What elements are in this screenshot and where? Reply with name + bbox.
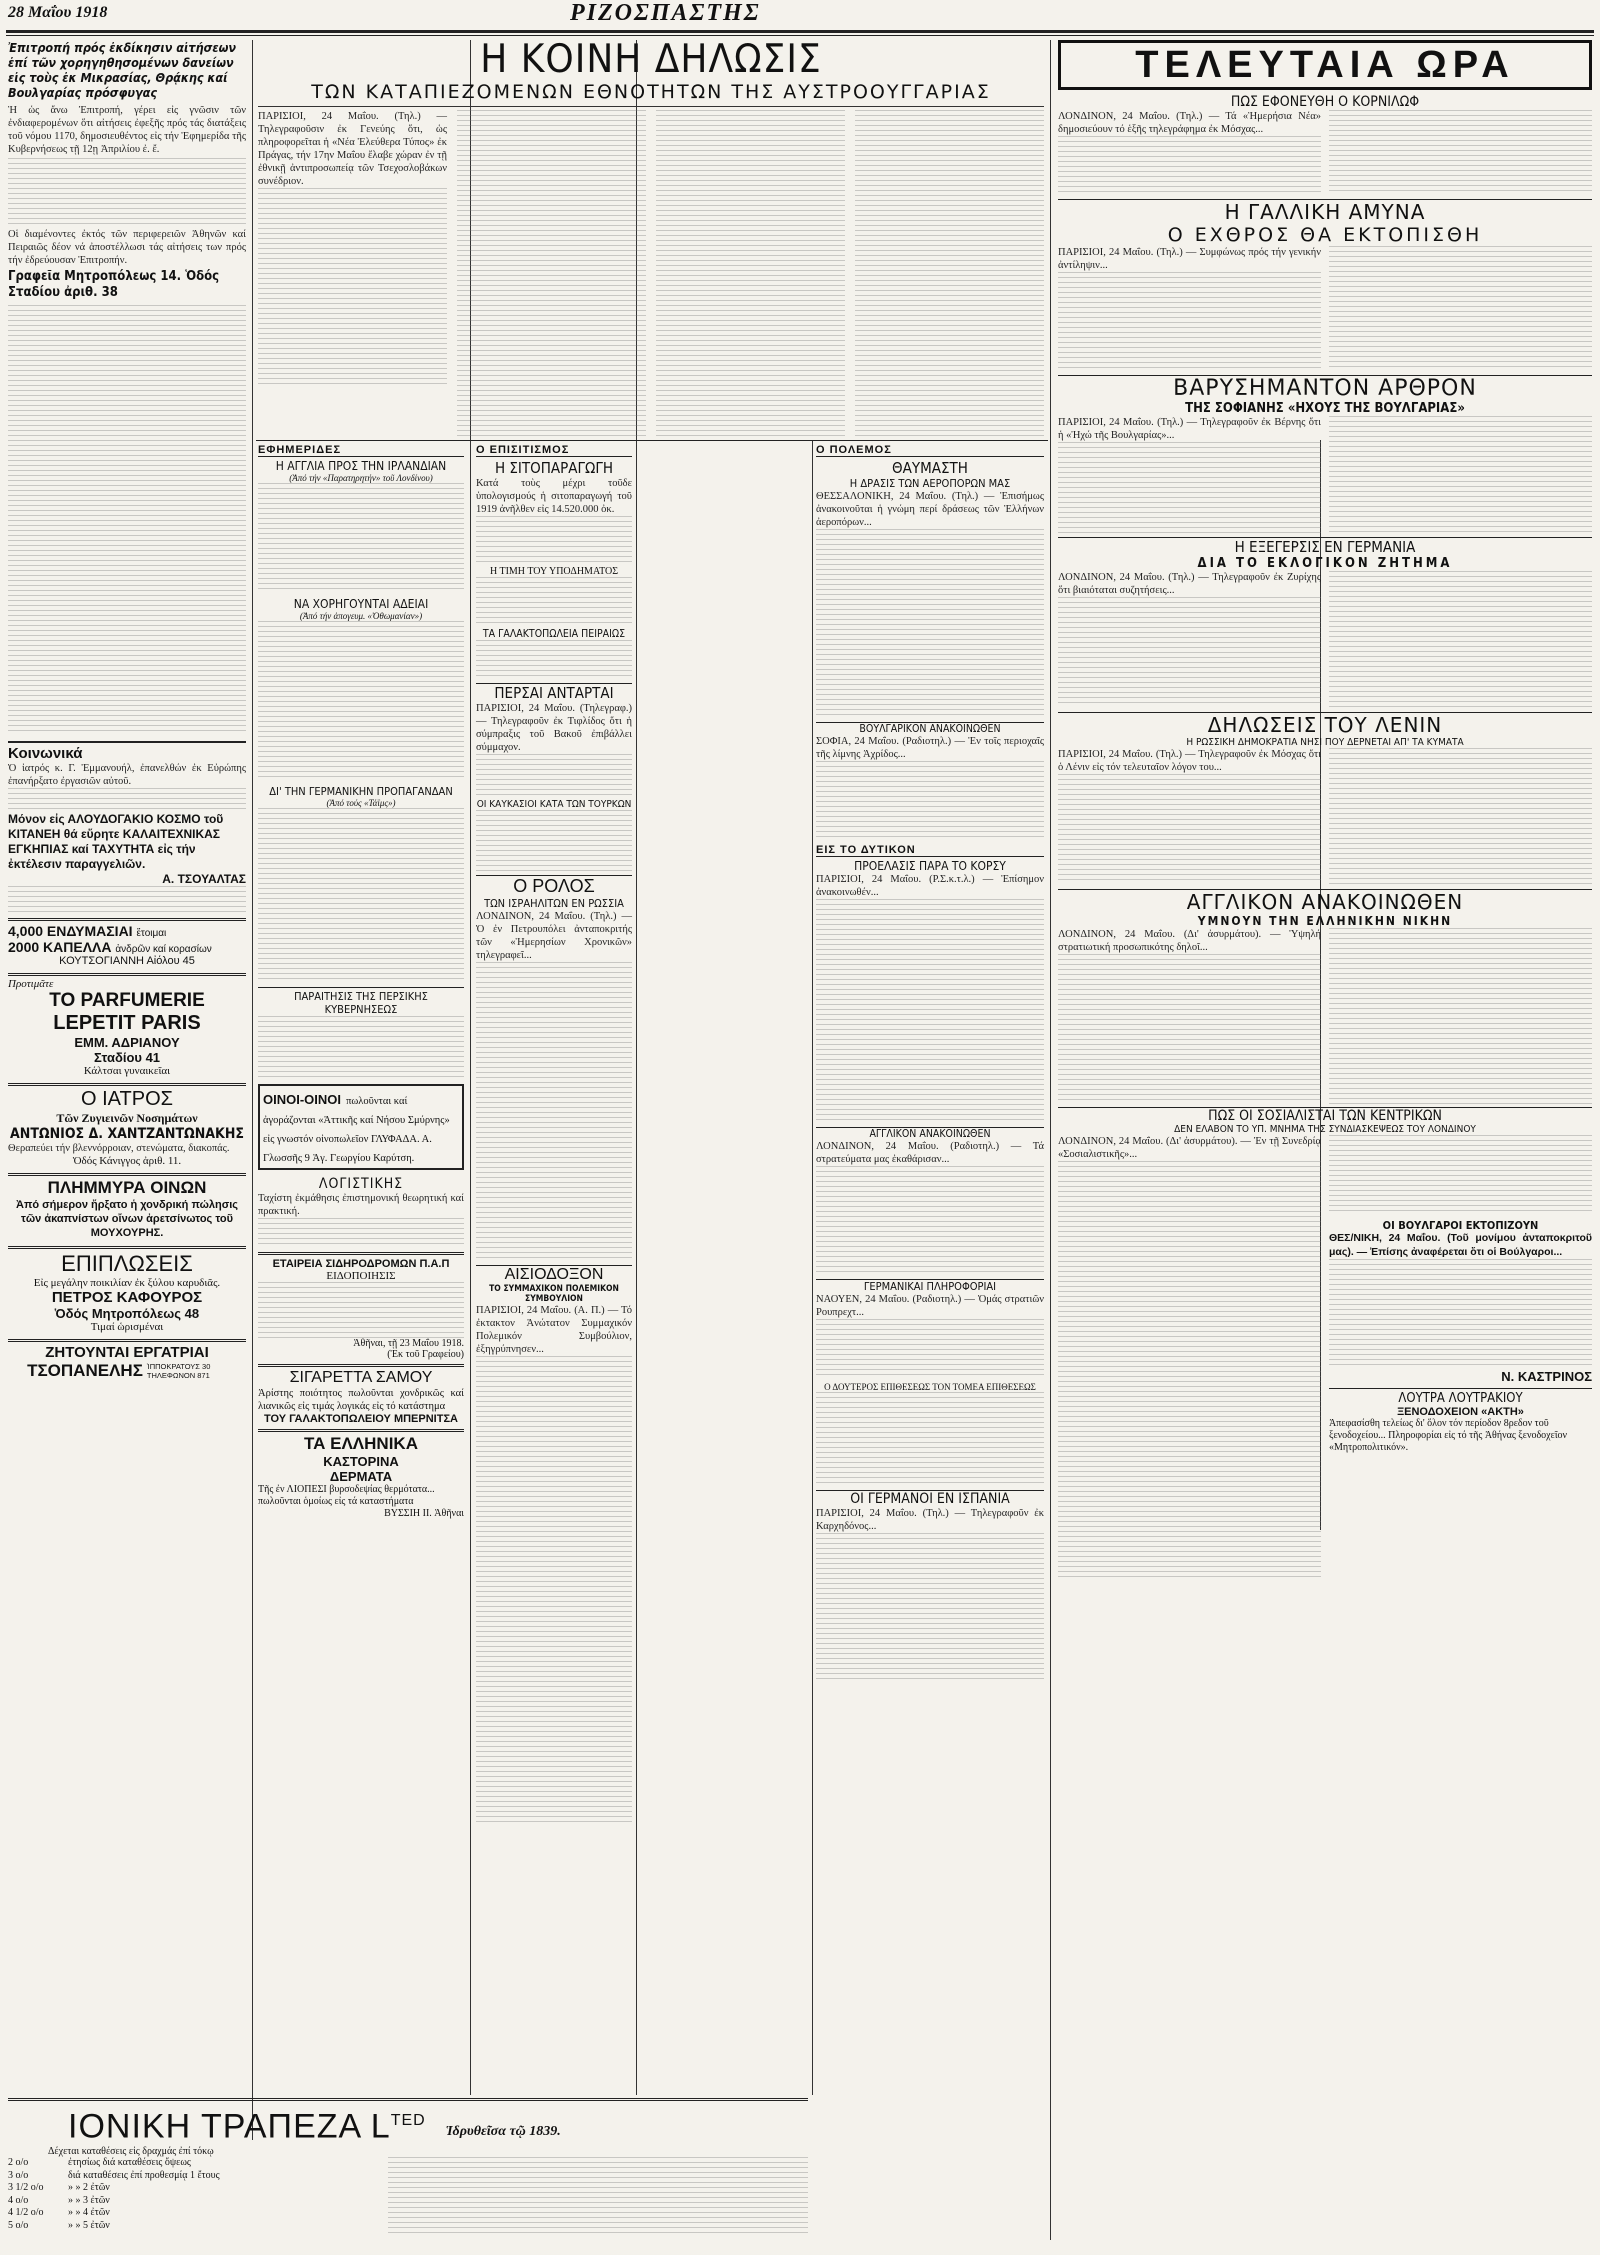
workers-ad-address: ἹΠΠΟΚΡΑΤΟΥΣ 30 ΤΗΛΕΦΩΝΟΝ 871: [146, 1362, 211, 1380]
aviators-text: ΘΕΣΣΑΛΟΝΙΚΗ, 24 Μαΐου. (Τηλ.) — Ἐπισήμως ἀνακοινοῦται ἡ γνώμη περί δράσεως τῶν Ἑλλήνων ἀεροπόρων...: [816, 491, 1044, 528]
committee-address: Γραφεῖα Μητροπόλεως 14. Ὁδός Σταδίου ἀριθ. 38: [8, 269, 220, 300]
wine-box-title: ΟΙΝΟΙ-ΟΙΝΟΙ: [263, 1092, 341, 1107]
bulgarians-exile-sign: Ν. ΚΑΣΤΡΙΝΟΣ: [1501, 1369, 1592, 1384]
bank-rate: 4 1/2 ο/ο: [8, 2207, 44, 2219]
bank-rate: 3 ο/ο: [8, 2169, 29, 2181]
bank-rate-desc: » » 3 ἐτῶν: [68, 2194, 110, 2206]
role-text: ΛΟΝΔΙΝΟΝ, 24 Μαΐου. (Τηλ.) — Ὁ ἐν Πετρουπόλει ἀνταποκριτής τῶν «Ἡμερησίων Χρονικῶν» τηλεγραφεῖ...: [476, 911, 632, 961]
kornilov-text: ΛΟΝΔΙΝΟΝ, 24 Μαΐου. (Τηλ.) — Τά «Ἡμερήσια Νέα» δημοσιεύουν τό ἑξῆς τηλεγράφημα ἐκ Μόσχας...: [1058, 111, 1321, 135]
perfume-ad-address: Σταδίου 41: [93, 1050, 161, 1065]
bulgarian-communique-headline: ΒΟΥΛΓΑΡΙΚΟΝ ΑΝΑΚΟΙΝΩΘΕΝ: [859, 723, 1001, 735]
germans-spain-text: ΠΑΡΙΣΙΟΙ, 24 Μαΐου. (Τηλ.) — Τηλεγραφοῦν ἐκ Καρχηδόνος...: [816, 1508, 1044, 1532]
workers-ad-name: ΤΣΟΠΑΝΕΛΗΣ: [27, 1361, 143, 1380]
caucasian-headline: ΟΙ ΚΑΥΚΑΣΙΟΙ ΚΑΤΑ ΤΩΝ ΤΟΥΡΚΩΝ: [476, 799, 632, 810]
bank-rate-desc: διά καταθέσεις ἐπί προθεσμίᾳ 1 ἔτους: [68, 2169, 220, 2181]
social-text: Ὁ ἰατρός κ. Γ. Ἐμμανουήλ, ἐπανελθών ἐκ Εὐρώπης ἐπανήρξατο ἐργασιῶν αὐτοῦ.: [8, 763, 246, 787]
clothing-ad-main: 4,000 ΕΝΔΥΜΑΣΙΑΙ: [8, 923, 133, 939]
furniture-ad-prices: Τιμαί ὡρισμέναι: [90, 1321, 164, 1333]
bank-rate-row: [8, 2195, 368, 2208]
clothing-ad: [8, 923, 246, 939]
railway-office: (Ἐκ τοῦ Γραφείου): [387, 1349, 464, 1360]
bank-rate: 4 ο/ο: [8, 2194, 29, 2206]
cigarette-ad-title: ΣΙΓΑΡΕΤΤΑ ΣΑΜΟΥ: [289, 1369, 433, 1386]
ireland-source: (Ἀπό τήν «Παρατηρητήν» τοῦ Λονδίνου): [289, 473, 433, 483]
food-section: Ο ΕΠΙΣΙΤΙΣΜΟΣ: [476, 444, 632, 457]
western-section: ΕΙΣ ΤΟ ΔΥΤΙΚΟΝ: [816, 844, 1044, 857]
perfume-ad-owner: ΕΜΜ. ΑΔΡΙΑΝΟΥ: [74, 1035, 180, 1050]
bank-rate: 2 ο/ο: [8, 2157, 29, 2169]
bank-rate-row: [8, 2157, 368, 2170]
germany-uprising-headline: Η ΕΞΕΓΕΡΣΙΣ ΕΝ ΓΕΡΜΑΝΙΑ: [1234, 538, 1416, 556]
railway-notice: ΕΙΔΟΠΟΙΗΣΙΣ: [326, 1270, 396, 1282]
wine-box-ad: [258, 1084, 464, 1170]
committee-headline: Ἐπιτροπή πρός ἐκδίκησιν αἰτήσεων ἐπί τῶν χορηγηθησομένων δανείων εἰς τοὺς ἐκ Μικρασίας, Θρᾴκης καί Βουλγαρίας πρόσφυγας: [8, 40, 237, 100]
cigarette-ad-shop: ΤΟΥ ΓΑΛΑΚΤΟΠΩΛΕΙΟΥ ΜΠΕΡΝΙΤΣΑ: [263, 1413, 458, 1425]
socialists-text: ΛΟΝΔΙΝΟΝ, 24 Μαΐου. (Δι' ἀσυρμάτου). — Ἐν τῇ Συνεδρίᾳ «Σοσιαλιστικῆς»...: [1058, 1136, 1321, 1160]
permits-source: (Ἀπό τήν ἀπογευμ. «Ὀθωμανίαν»): [299, 611, 423, 621]
leather-ad-subtitle: ΚΑΣΤΟΡΙΝΑ: [323, 1454, 399, 1469]
weighty-article-headline: ΒΑΡΥΣΗΜΑΝΤΟΝ ΑΡΘΡΟΝ: [1173, 376, 1477, 401]
optimistic-headline: ΑΙΣΙΟΔΟΞΟΝ: [504, 1266, 604, 1283]
accounting-headline: ΛΟΓΙΣΤΙΚΗΣ: [318, 1176, 404, 1192]
war-column: [816, 444, 1044, 1683]
social-section-title: Κοινωνικά: [8, 745, 83, 762]
cigarette-ad-text: Ἀρίστης ποιότητος πωλοῦνται χονδρικῶς καί λιανικῶς εἰς τιμάς λογικάς εἰς τό κατάστημα: [258, 1388, 464, 1412]
optimistic-subheadline: ΤΟ ΣΥΜΜΑΧΙΚΟΝ ΠΟΛΕΜΙΚΟΝ ΣΥΜΒΟΥΛΙΟΝ: [489, 1284, 619, 1304]
germans-spain-headline: ΟΙ ΓΕΡΜΑΝΟΙ ΕΝ ΙΣΠΑΝΙΑ: [850, 1491, 1010, 1507]
doctor-ad-title: Ο ΙΑΤΡΟΣ: [80, 1088, 173, 1110]
main-kicker: Η ΚΟΙΝΗ ΔΗΛΩΣΙΣ: [480, 36, 822, 82]
role-headline: Ο ΡΟΛΟΣ: [513, 876, 595, 896]
german-info-text: ΝΑΟΥΕΝ, 24 Μαΐου. (Ραδιοτηλ.) — Ὁμάς στρατιῶν Ρουπρεχτ...: [816, 1294, 1044, 1318]
main-story: [258, 36, 1044, 440]
last-hour-banner: ΤΕΛΕΥΤΑΙΑ ΩΡΑ: [1058, 40, 1592, 90]
wheat-headline: Η ΣΙΤΟΠΑΡΑΓΩΓΗ: [494, 459, 614, 477]
germany-uprising-subheadline: ΔΙΑ ΤΟ ΕΚΛΟΓΙΚΟΝ ΖΗΤΗΜΑ: [1197, 556, 1453, 571]
ad-signature: Α. ΤΣΟΥΑΛΤΑΣ: [162, 872, 246, 886]
shoe-price-sub: Η ΤΙΜΗ ΤΟΥ ΥΠΟΔΗΜΑΤΟΣ: [489, 566, 619, 577]
leather-ad-text: Τῆς ἐν ΛΙΟΠΕΣΙ βυρσοδεψίας θερμότατα... πωλοῦνται ὁμοίως εἰς τά καταστήματα: [258, 1484, 435, 1507]
leather-ad-title: ΤΑ ΕΛΛΗΝΙΚΑ: [304, 1434, 418, 1453]
perfume-ad-title: ΤΟ PARFUMERIE: [49, 990, 205, 1011]
hat-shop-ad: Μόνον εἰς ΑΛΟΥΔΟΓΑΚΙΟ ΚΟΣΜΟ τοῦ ΚΙΤΑΝΕΗ θά εὕρητε ΚΑΛΑΙΤΕΧΝΙΚΑΣ ΕΓΚΗΠΙΑΣ καί ΤΑΧΥΤΗΤΑ εἰς τήν ἐκτέλεσιν παραγγελιῶν.: [8, 812, 224, 871]
railway-date: Ἀθῆναι, τῇ 23 Μαΐου 1918.: [353, 1338, 464, 1349]
english-communique-text: ΛΟΝΔΙΝΟΝ, 24 Μαΐου. (Ραδιοτηλ.) — Τά στρατεύματα μας ἐκαθάρισαν...: [816, 1141, 1044, 1165]
furniture-ad-text: Εἰς μεγάλην ποικιλίαν ἐκ ξύλου καρυδιᾶς.: [33, 1277, 221, 1289]
socialists-subheadline: ΔΕΝ ΕΛΑΒΟΝ ΤΟ ΥΠ. ΜΝΗΜΑ ΤΗΣ ΣΥΝΔΙΑΣΚΕΨΕΩΣ ΤΟΥ ΛΟΝΔΙΝΟΥ: [1174, 1124, 1476, 1135]
english-praise-text: ΛΟΝΔΙΝΟΝ, 24 Μαΐου. (Δι' ἀσυρμάτου). — Ὑψηλή στρατιωτική προσωπικότης δηλοῖ...: [1058, 929, 1321, 953]
bank-rate-row: [8, 2182, 368, 2195]
hats-ad-main: 2000 ΚΑΠΕΛΛΑ: [8, 939, 112, 955]
socialists-headline: ΠΩΣ ΟΙ ΣΟΣΙΑΛΙΣΤΑΙ ΤΩΝ ΚΕΝΤΡΙΚΩΝ: [1208, 1108, 1442, 1124]
persian-rebels-text: ΠΑΡΙΣΙΟΙ, 24 Μαΐου. (Τηλεγραφ.) — Τηλεγραφοῦν ἐκ Τιφλίδος ὅτι ἡ σύμπραξις τοῦ Βακοῦ ἐπιβάλλει σύμμαχον.: [476, 703, 632, 753]
ephemerides-section: ΕΦΗΜΕΡΙΔΕΣ: [258, 444, 464, 457]
committee-text: Ἡ ὡς ἄνω Ἐπιτροπή, γέρει εἰς γνῶσιν τῶν ἐνδιαφερομένων ὅτι αἰτήσεις ἐφεξῆς πρός τάς διατάξεις τοῦ νόμου 1170, δημοσιευθέντος εἰς τήν Ἐφημερίδα τῆς Κυβερνήσεως τῇ 12ῃ Ἀπριλίου ἐ. ἔ.: [8, 105, 246, 155]
wheat-text: Κατά τοὺς μέχρι τοῦδε ὑπολογισμούς ἡ σιτοπαραγωγή τοῦ 1919 ἀνῆλθεν εἰς 14.520.000 ὀκ.: [476, 478, 632, 515]
bank-rate-desc: ἐτησίως διά καταθέσεις ὄψεως: [68, 2157, 191, 2169]
bank-ad: [8, 2098, 808, 2237]
hats-ad-rest: ἀνδρῶν καί κορασίων: [115, 944, 212, 955]
wine-ad-title: ΠΛΗΜΜΥΡΑ ΟΙΝΩΝ: [47, 1178, 207, 1197]
committee-text-2: Οἱ διαμένοντες ἐκτός τῶν περιφερειῶν Ἀθηνῶν καί Πειραιῶς δέον νά ἀποστέλλωσι τάς αἰτήσεις των πρός τήν ἐδρεύουσαν Ἐπιτροπήν.: [8, 229, 246, 266]
optimistic-text: ΠΑΡΙΣΙΟΙ, 24 Μαΐου. (Α. Π.) — Τό ἐκτακτον Ἀνώτατον Συμμαχικόν Πολεμικόν Συμβούλιον, ἐξηγρύπνησεν...: [476, 1305, 632, 1355]
loutraki-ad-title: ΛΟΥΤΡΑ ΛΟΥΤΡΑΚΙΟΥ: [1398, 1391, 1523, 1406]
perfume-ad-stockings: Κάλτσαι γυναικεῖαι: [83, 1065, 171, 1077]
loutraki-ad-text: Ἀπεφασίσθη τελείως δι' ὅλον τόν περίοδον 8ρεδον τοῦ ξενοδοχείου... Πληροφορίαι εἰς τό τῆς Ἀθήνας ξενοδοχεῖον «Μητροπολιτικόν».: [1329, 1418, 1568, 1453]
war-section: Ο ΠΟΛΕΜΟΣ: [816, 444, 1044, 457]
doctor-ad-specialty: Τῶν Ζυγιεινῶν Νοσημάτων: [56, 1111, 198, 1125]
doctor-ad-address: Ὁδός Κάνιγγος ἀριθ. 11.: [72, 1155, 182, 1167]
english-communique-headline: ΑΓΓΛΙΚΟΝ ΑΝΑΚΟΙΝΩΘΕΝ: [869, 1128, 991, 1140]
aviators-headline: ΘΑΥΜΑΣΤΗ: [892, 459, 968, 477]
bank-rate: 5 ο/ο: [8, 2219, 29, 2231]
furniture-ad-owner: ΠΕΤΡΟΣ ΚΑΦΟΥΡΟΣ: [51, 1289, 203, 1306]
furniture-ad-address: Ὁδός Μητροπόλεως 48: [54, 1306, 200, 1321]
left-column: [8, 40, 246, 1381]
lenin-headline: ΔΗΛΩΣΕΙΣ ΤΟΥ ΛΕΝΙΝ: [1207, 713, 1443, 737]
leather-ad-sign: ΒΥΣΣΙΗ ΙΙ. Ἀθῆναι: [384, 1508, 464, 1519]
workers-ad-title: ΖΗΤΟΥΝΤΑΙ ΕΡΓΑΤΡΙΑΙ: [45, 1344, 209, 1361]
lenin-subheadline: Η ΡΩΣΣΙΚΗ ΔΗΜΟΚΡΑΤΙΑ ΝΗΣΙ ΠΟΥ ΔΕΡΝΕΤΑΙ ΑΠ' ΤΑ ΚΥΜΑΤΑ: [1186, 737, 1464, 748]
issue-date: 28 Μαΐου 1918: [8, 4, 108, 21]
wine-ad-text: Ἀπό σήμερον ἤρξατο ἡ χονδρική πώλησις τῶν ἀκαπνίστων οἴνων ἀρετσίνωτος τοῦ ΜΟΥΧΟΥΡΗΣ.: [16, 1199, 238, 1239]
bank-rate-row: [8, 2207, 368, 2220]
aviators-subheadline: Η ΔΡΑΣΙΣ ΤΩΝ ΑΕΡΟΠΟΡΩΝ ΜΑΣ: [849, 477, 1011, 490]
bank-name-main: ΙΟΝΙΚΗ ΤΡΑΠΕΖΑ L: [68, 2107, 391, 2146]
perfume-ad-brand: LEPETIT PARIS: [53, 1012, 201, 1034]
korsy-headline: ΠΡΟΕΛΑΣΙΣ ΠΑΡΑ ΤΟ ΚΟΡΣΥ: [854, 859, 1006, 873]
ephemerides-column: [258, 444, 464, 1519]
korsy-text: ΠΑΡΙΣΙΟΙ, 24 Μαΐου. (Ρ.Σ.κ.τ.λ.) — Ἐπίσημον ἀνακοινωθέν...: [816, 874, 1044, 898]
furniture-ad-title: ΕΠΙΠΛΩΣΕΙΣ: [61, 1251, 193, 1276]
role-subheadline: ΤΩΝ ΙΣΡΑΗΛΙΤΩΝ ΕΝ ΡΩΣΣΙΑ: [484, 897, 624, 910]
persian-rebels-headline: ΠΕΡΣΑΙ ΑΝΤΑΡΤΑΙ: [494, 684, 614, 702]
dairy-headline: ΤΑ ΓΑΛΑΚΤΟΠΩΛΕΙΑ ΠΕΙΡΑΙΩΣ: [482, 628, 626, 640]
food-column: [476, 444, 632, 1826]
clothing-shop: ΚΟΥΤΣΟΓΙΑΝΝΗ Αἰόλου 45: [59, 955, 195, 967]
bulgarian-communique-text: ΣΟΦΙΑ, 24 Μαΐου. (Ραδιοτηλ.) — Ἐν τοῖς περιοχαῖς τῆς λίμνης Ἀχρίδος...: [816, 736, 1044, 760]
german-info-headline: ΓΕΡΜΑΝΙΚΑΙ ΠΛΗΡΟΦΟΡΙΑΙ: [863, 1280, 997, 1293]
second-offensive-headline: Ο ΔΟΥΤΕΡΟΣ ΕΠΙΘΕΣΕΩΣ ΤΟΝ ΤΟΜΕΑ ΕΠΙΘΕΣΕΩΣ: [824, 1382, 1036, 1392]
bulgarians-exile-text: ΘΕΣ/ΝΙΚΗ, 24 Μαΐου. (Τοῦ μονίμου ἀνταποκριτοῦ μας). — Ἐπίσης ἀναφέρεται ὅτι οἱ Βούλγαροι...: [1329, 1232, 1592, 1258]
bank-rate: 3 1/2 ο/ο: [8, 2182, 44, 2194]
bank-rate-row: [8, 2220, 368, 2233]
clothing-ad-rest: ἕτοιμαι: [136, 928, 167, 939]
leather-ad-subtitle-2: ΔΕΡΜΑΤΑ: [329, 1469, 393, 1484]
perfume-ad-intro: Προτιμᾶτε: [8, 978, 54, 990]
bank-name: [68, 2101, 426, 2146]
permits-headline: ΝΑ ΧΟΡΗΓΟΥΝΤΑΙ ΑΔΕΙΑΙ: [293, 597, 429, 611]
accounting-text: Ταχίστη ἐκμάθησις ἐπιστημονική θεωρητική καί πρακτική.: [258, 1193, 464, 1217]
wine-box-text: πωλοῦνται καί ἀγοράζονται «Ἀττικῆς καί Νήσου Σμύρνης» εἰς γνωστόν οἰνοπωλεῖον ΓΛΥΦΑΔΑ. Α. Γλωσσῆς 9 Ἁγ. Γεωργίου Καρύτση.: [263, 1096, 450, 1164]
doctor-ad-name: ΑΝΤΩΝΙΟΣ Δ. ΧΑΝΤΖΑΝΤΩΝΑΚΗΣ: [10, 1126, 244, 1142]
propaganda-headline: ΔΙ' ΤΗΝ ΓΕΡΜΑΝΙΚΗΝ ΠΡΟΠΑΓΑΝΔΑΝ: [269, 785, 453, 798]
propaganda-source: (Ἀπό τούς «Τάϊμς»): [326, 798, 396, 808]
newspaper-title: ΡΙΖΟΣΠΑΣΤΗΣ: [570, 0, 761, 26]
last-hour-section: [1058, 40, 1592, 1581]
workers-ad-row: [8, 1361, 246, 1381]
bank-rate-row: [8, 2170, 368, 2183]
persian-govt-headline: ΠΑΡΑΙΤΗΣΙΣ ΤΗΣ ΠΕΡΣΙΚΗΣ ΚΥΒΕΡΝΗΣΕΩΣ: [294, 990, 428, 1016]
loutraki-hotel: ΞΕΝΟΔΟΧΕΙΟΝ «ΑΚΤΗ»: [1397, 1406, 1524, 1418]
hats-ad: [8, 939, 246, 955]
railway-company: ΕΤΑΙΡΕΙΑ ΣΙΔΗΡΟΔΡΟΜΩΝ Π.Α.Π: [272, 1258, 450, 1270]
doctor-ad-text: Θεραπεύει τήν βλεννόρροιαν, στενώματα, διακοπάς.: [8, 1143, 230, 1154]
germany-uprising-text: ΛΟΝΔΙΝΟΝ, 24 Μαΐου. (Τηλ.) — Τηλεγραφοῦν ἐκ Ζυρίχης ὅτι βιαιόταται συζητήσεις...: [1058, 572, 1321, 596]
bank-rate-desc: » » 2 ἐτῶν: [68, 2182, 110, 2194]
french-defense-headline: Η ΓΑΛΛΙΚΗ ΑΜΥΝΑ: [1224, 200, 1426, 224]
bank-founded: Ἱδρυθεῖσα τῷ 1839.: [445, 2124, 561, 2140]
ireland-headline: Η ΑΓΓΛΙΑ ΠΡΟΣ ΤΗΝ ΙΡΛΑΝΔΙΑΝ: [275, 459, 447, 473]
english-praise-subheadline: ΥΜΝΟΥΝ ΤΗΝ ΕΛΛΗΝΙΚΗΝ ΝΙΚΗΝ: [1197, 914, 1453, 928]
french-defense-subheadline: Ο ΕΧΘΡΟΣ ΘΑ ΕΚΤΟΠΙΣΘΗ: [1167, 224, 1483, 246]
main-dateline: ΠΑΡΙΣΙΟΙ, 24 Μαΐου. (Τηλ.) — Τηλεγραφοῦσιν ἐκ Γενεύης ὅτι, ὡς πληροφορεῖται ἡ «Νέα Ἐλεύθερα Τύπος» ἐκ Πράγας, τήν 17ην Μαΐου ἔλαβε χώραν ἐν τῇ ἐθνικῇ ἀντιπροσωπείᾳ τῶν Τσεχοσλοβάκων συνέδριον.: [258, 111, 447, 187]
bank-rate-desc: » » 4 ἐτῶν: [68, 2207, 110, 2219]
bank-name-suffix: TED: [390, 2112, 426, 2129]
kornilov-headline: ΠΩΣ ΕΦΟΝΕΥΘΗ Ο ΚΟΡΝΙΛΩΦ: [1230, 94, 1420, 110]
main-headline: ΤΩΝ ΚΑΤΑΠΙΕΖΟΜΕΝΩΝ ΕΘΝΟΤΗΤΩΝ ΤΗΣ ΑΥΣΤΡΟΟΥΓΓΑΡΙΑΣ: [311, 81, 991, 103]
bulgarians-exile-headline: ΟΙ ΒΟΥΛΓΑΡΟΙ ΕΚΤΟΠΙΖΟΥΝ: [1382, 1219, 1539, 1232]
weighty-article-subheadline: ΤΗΣ ΣΟΦΙΑΝΗΣ «ΗΧΟΥΣ ΤΗΣ ΒΟΥΛΓΑΡΙΑΣ»: [1185, 401, 1465, 416]
lenin-text: ΠΑΡΙΣΙΟΙ, 24 Μαΐου. (Τηλ.) — Τηλεγραφοῦν ἐκ Μόσχας ὅτι ὁ Λένιν εἰς τόν τελευταῖον λόγον του...: [1058, 749, 1321, 773]
weighty-article-text: ΠΑΡΙΣΙΟΙ, 24 Μαΐου. (Τηλ.) — Τηλεγραφοῦν ἐκ Βέρνης ὅτι ἡ «Ἠχώ τῆς Βουλγαρίας»...: [1058, 417, 1321, 441]
french-defense-text: ΠΑΡΙΣΙΟΙ, 24 Μαΐου. (Τηλ.) — Συμφώνως πρός τήν γενικήν ἀντίληψιν...: [1058, 247, 1321, 271]
bank-rate-desc: » » 5 ἐτῶν: [68, 2219, 110, 2231]
bank-rates-list: [8, 2157, 368, 2237]
english-praise-headline: ΑΓΓΛΙΚΟΝ ΑΝΑΚΟΙΝΩΘΕΝ: [1186, 890, 1464, 914]
bank-intro: Δέχεται καταθέσεις εἰς δραχμάς ἐπί τόκῳ: [48, 2146, 214, 2158]
